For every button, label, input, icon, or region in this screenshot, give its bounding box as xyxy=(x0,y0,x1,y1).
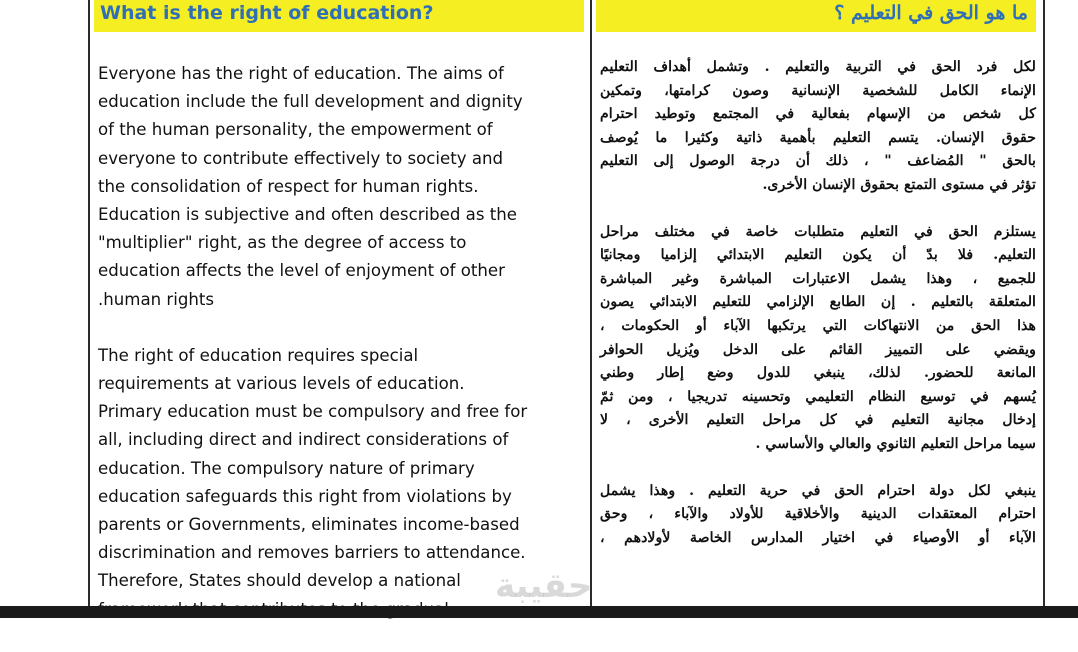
table-border-middle xyxy=(590,0,592,618)
english-header xyxy=(94,0,584,32)
arabic-paragraph-3 xyxy=(600,480,1036,551)
text-line: requirements at various levels of education. xyxy=(98,374,465,394)
text-line: إدخال مجانية التعليم في كل مراحل التعليم الأخرى ، لا xyxy=(600,412,1036,429)
text-line: all, including direct and indirect considerations of xyxy=(98,430,509,450)
text-line: education. The compulsory nature of primary xyxy=(98,458,475,478)
text-line: الآباء أو الأوصياء في اختيار المدارس الخاصة لأولادهم ، xyxy=(600,529,1036,546)
table-border-left xyxy=(88,0,90,618)
english-column xyxy=(98,60,588,652)
text-line: The right of education requires special xyxy=(98,345,419,365)
text-line: Primary education must be compulsory and free for xyxy=(98,402,528,422)
text-line: of the human personality, the empowerment of xyxy=(98,120,493,140)
text-line: everyone to contribute effectively to society and xyxy=(98,148,504,168)
text-line: discrimination and removes barriers to attendance. xyxy=(98,543,526,563)
text-line: Education is subjective and often described as the xyxy=(98,205,517,225)
text-line: .human rights xyxy=(98,289,215,309)
text-line: بالحق " المُضاعف " ، ذلك أن درجة الوصول إلى التعليم xyxy=(600,153,1036,170)
text-line: للجميع ، وهذا يشمل الاعتبارات المباشرة وغير المباشرة xyxy=(600,270,1036,287)
text-line: "multiplier" right, as the degree of access to xyxy=(98,233,467,253)
english-header-title: What is the right of education? xyxy=(100,2,434,24)
text-line: parents or Governments, eliminates income-based xyxy=(98,515,520,535)
arabic-header xyxy=(596,0,1036,32)
text-line: كل شخص من الإسهام بفعالية في المجتمع وتوطيد احترام xyxy=(600,106,1036,123)
text-line: education affects the level of enjoyment of other xyxy=(98,261,505,281)
text-line: الإنماء الكامل للشخصية الإنسانية وصون كرامتها، وتمكين xyxy=(600,82,1036,99)
text-line: احترام المعتقدات الدينية والأخلاقية للأولاد والآباء ، وحق xyxy=(600,506,1036,523)
text-line: المانعة للحضور. لذلك، ينبغي للدول وضع إطار وطني xyxy=(600,365,1036,382)
text-line: هذا الحق من الانتهاكات التي يرتكبها الآباء أو الحكومات ، xyxy=(600,317,1036,334)
arabic-header-title: ما هو الحق في التعليم ؟ xyxy=(834,2,1028,24)
text-line: المتعلقة بالتعليم . إن الطابع الإلزامي للتعليم الابتدائي يصون xyxy=(600,294,1036,311)
text-line: تؤثر في مستوى التمتع بحقوق الإنسان الأخرى. xyxy=(762,176,1036,193)
table-border-right xyxy=(1043,0,1045,618)
bottom-edge-bar xyxy=(0,606,1078,618)
text-line: يستلزم الحق في التعليم متطلبات خاصة في مختلف مراحل xyxy=(600,223,1036,240)
text-line: Everyone has the right of education. The aims of xyxy=(98,64,504,83)
text-line: ينبغي لكل دولة احترام الحق في حرية التعليم . وهذا يشمل xyxy=(600,482,1036,499)
text-line: لكل فرد الحق في التربية والتعليم . وتشمل أهداف التعليم xyxy=(600,59,1036,75)
text-line: التعليم. فلا بدّ أن يكون التعليم الابتدائي إلزاميا ومجانيًا xyxy=(600,247,1036,264)
english-paragraph-1 xyxy=(98,60,588,314)
watermark-logo: حقيبة xyxy=(495,566,593,606)
text-line: Therefore, States should develop a national xyxy=(98,571,461,591)
text-line: education include the full development and dignity xyxy=(98,92,523,112)
text-line: حقوق الإنسان. يتسم التعليم بأهمية ذاتية وكثيرا ما يُوصف xyxy=(600,129,1036,146)
arabic-paragraph-1 xyxy=(600,56,1036,198)
arabic-paragraph-2 xyxy=(600,221,1036,457)
text-line: the consolidation of respect for human rights. xyxy=(98,176,479,196)
arabic-column xyxy=(600,56,1036,573)
text-line: ويقضي على التمييز القائم على الدخل ويُزيل الحوافر xyxy=(600,341,1036,358)
text-line: education safeguards this right from violations by xyxy=(98,486,512,506)
text-line: سيما مراحل التعليم الثانوي والعالي والأساسي . xyxy=(755,435,1036,452)
text-line: يُسهم في توسيع النظام التعليمي وتحسينه تدريجيا ، ومن ثمّ xyxy=(600,388,1036,405)
